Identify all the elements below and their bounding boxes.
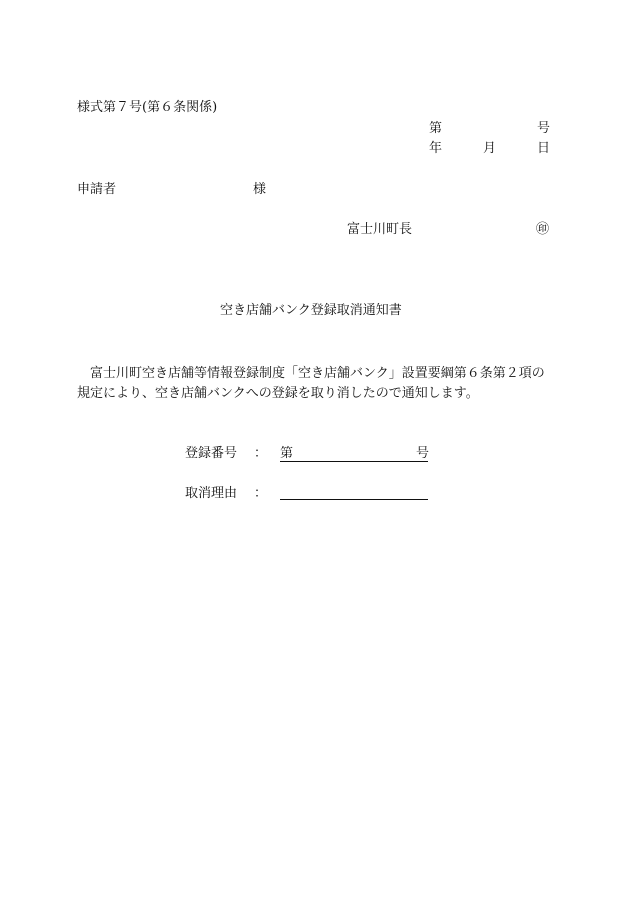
body-paragraph: 富士川町空き店舗等情報登録制度「空き店舗バンク」設置要綱第６条第２項の規定により、空き店舗バンクへの登録を取り消したので通知します。 <box>77 366 545 401</box>
date-year: 年 <box>429 141 443 156</box>
cancel-reason-label: 取消理由 <box>185 486 238 501</box>
date-day: 日 <box>537 141 551 156</box>
registration-number-colon: ： <box>254 446 268 461</box>
seal-mark: ㊞ <box>536 222 550 237</box>
date-month: 月 <box>483 141 497 156</box>
doc-number-suffix: 号 <box>537 121 551 136</box>
doc-number-prefix: 第 <box>429 121 443 136</box>
cancel-reason-underline <box>280 499 428 500</box>
applicant-label: 申請者 <box>77 182 117 197</box>
cancel-reason-colon: ： <box>254 486 268 501</box>
applicant-honorific: 様 <box>253 182 267 197</box>
registration-number-label: 登録番号 <box>185 446 238 461</box>
document-title: 空き店舗バンク登録取消通知書 <box>220 303 402 318</box>
registration-number-suffix: 号 <box>416 446 430 461</box>
issuer-name: 富士川町長 <box>347 222 413 237</box>
registration-number-underline <box>280 461 428 462</box>
registration-number-prefix: 第 <box>280 446 294 461</box>
form-number-label: 様式第７号(第６条関係) <box>77 100 218 115</box>
